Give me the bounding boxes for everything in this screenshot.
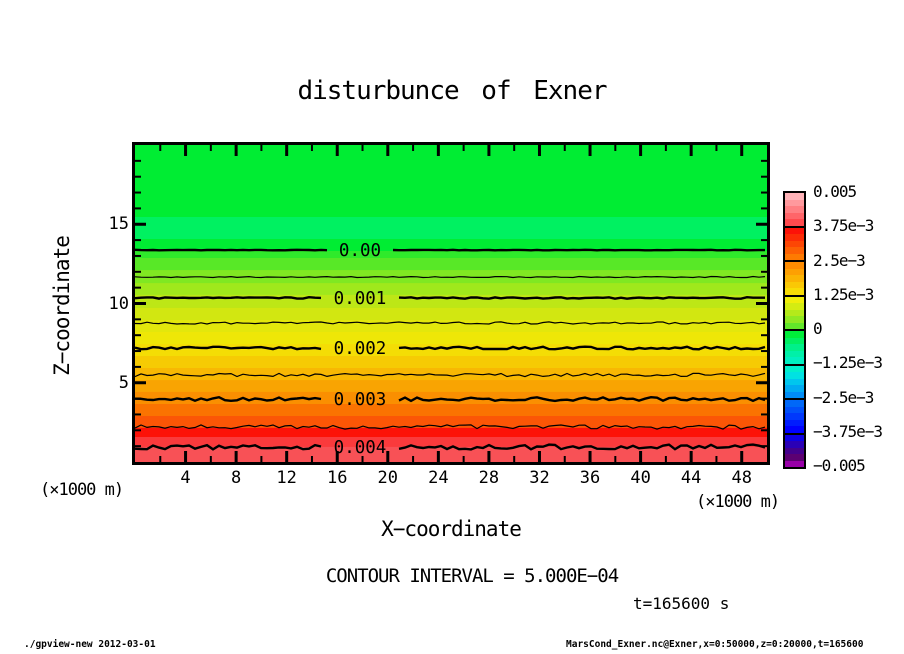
- x-tick-label: 16: [326, 468, 348, 488]
- colorbar: [783, 191, 806, 469]
- tone-band: [135, 332, 767, 345]
- colorbar-block: [785, 260, 804, 295]
- colorbar-label: −3.75e−3: [813, 421, 883, 441]
- contour-line: [135, 250, 327, 251]
- tone-band: [135, 320, 767, 333]
- x-tick-label: 20: [377, 468, 399, 488]
- x-tick-label: 4: [180, 468, 191, 488]
- z-tick-label: 10: [108, 293, 129, 314]
- footer-data-source: MarsCond_Exner.nc@Exner,x=0:50000,z=0:20000,t=165600: [566, 639, 864, 650]
- tone-band: [135, 251, 767, 259]
- plot-area: [135, 145, 767, 462]
- tone-band: [135, 428, 767, 438]
- colorbar-label: 0: [813, 319, 822, 338]
- contour-plot: [135, 145, 767, 462]
- footer-program-date: ./gpview-new 2012-03-01: [24, 639, 156, 650]
- tone-band: [135, 258, 767, 271]
- z-axis-title: Z−coordinate: [50, 236, 74, 376]
- contour-label: 0.003: [333, 390, 387, 411]
- tone-band: [135, 283, 767, 296]
- plot-title: disturbunce of Exner: [297, 76, 607, 106]
- z-tick-label: 5: [118, 372, 129, 393]
- tone-band: [135, 447, 767, 462]
- x-tick-label: 36: [579, 468, 601, 488]
- colorbar-block: [785, 193, 804, 226]
- contour-interval-note: CONTOUR INTERVAL = 5.000E−04: [325, 565, 619, 587]
- contour-line: [135, 297, 321, 298]
- colorbar-label: 2.5e−3: [813, 250, 865, 270]
- z-axis-units: (×1000 m): [40, 480, 124, 500]
- contour-label: 0.00: [338, 241, 382, 262]
- colorbar-block: [785, 364, 804, 399]
- contour-label: 0.001: [333, 289, 387, 309]
- x-tick-label: 40: [630, 468, 651, 488]
- colorbar-block: [785, 433, 804, 468]
- tone-band: [135, 404, 767, 417]
- x-tick-label: 12: [276, 468, 297, 488]
- tone-band: [135, 344, 767, 357]
- x-tick-label: 44: [680, 468, 702, 488]
- contour-label: 0.004: [333, 437, 387, 458]
- x-tick-label: 24: [428, 468, 449, 488]
- colorbar-label: 3.75e−3: [813, 216, 874, 236]
- tone-band: [135, 308, 767, 321]
- colorbar-block: [785, 295, 804, 330]
- colorbar-block: [785, 329, 804, 364]
- tone-band: [135, 145, 767, 218]
- tone-band: [135, 356, 767, 369]
- colorbar-block: [785, 226, 804, 261]
- colorbar-strip: [785, 461, 804, 468]
- colorbar-label: 1.25e−3: [813, 284, 874, 304]
- x-tick-label: 48: [731, 468, 752, 488]
- tone-band: [135, 380, 767, 393]
- colorbar-label: −2.5e−3: [813, 387, 874, 407]
- colorbar-block: [785, 398, 804, 433]
- x-tick-label: 8: [230, 468, 242, 488]
- x-axis-units: (×1000 m): [696, 492, 780, 512]
- contour-line: [399, 297, 765, 299]
- colorbar-label: 0.005: [813, 182, 857, 201]
- colorbar-label: −0.005: [813, 456, 865, 475]
- x-tick-label: 32: [529, 468, 550, 488]
- contour-label: 0.002: [333, 339, 387, 359]
- colorbar-label: −1.25e−3: [813, 353, 883, 373]
- x-tick-label: 28: [478, 468, 500, 488]
- z-tick-label: 15: [108, 214, 129, 235]
- tone-band: [135, 217, 767, 240]
- contour-line: [393, 250, 765, 251]
- x-axis-title: X−coordinate: [381, 517, 521, 541]
- time-annotation: t=165600 s: [633, 594, 730, 613]
